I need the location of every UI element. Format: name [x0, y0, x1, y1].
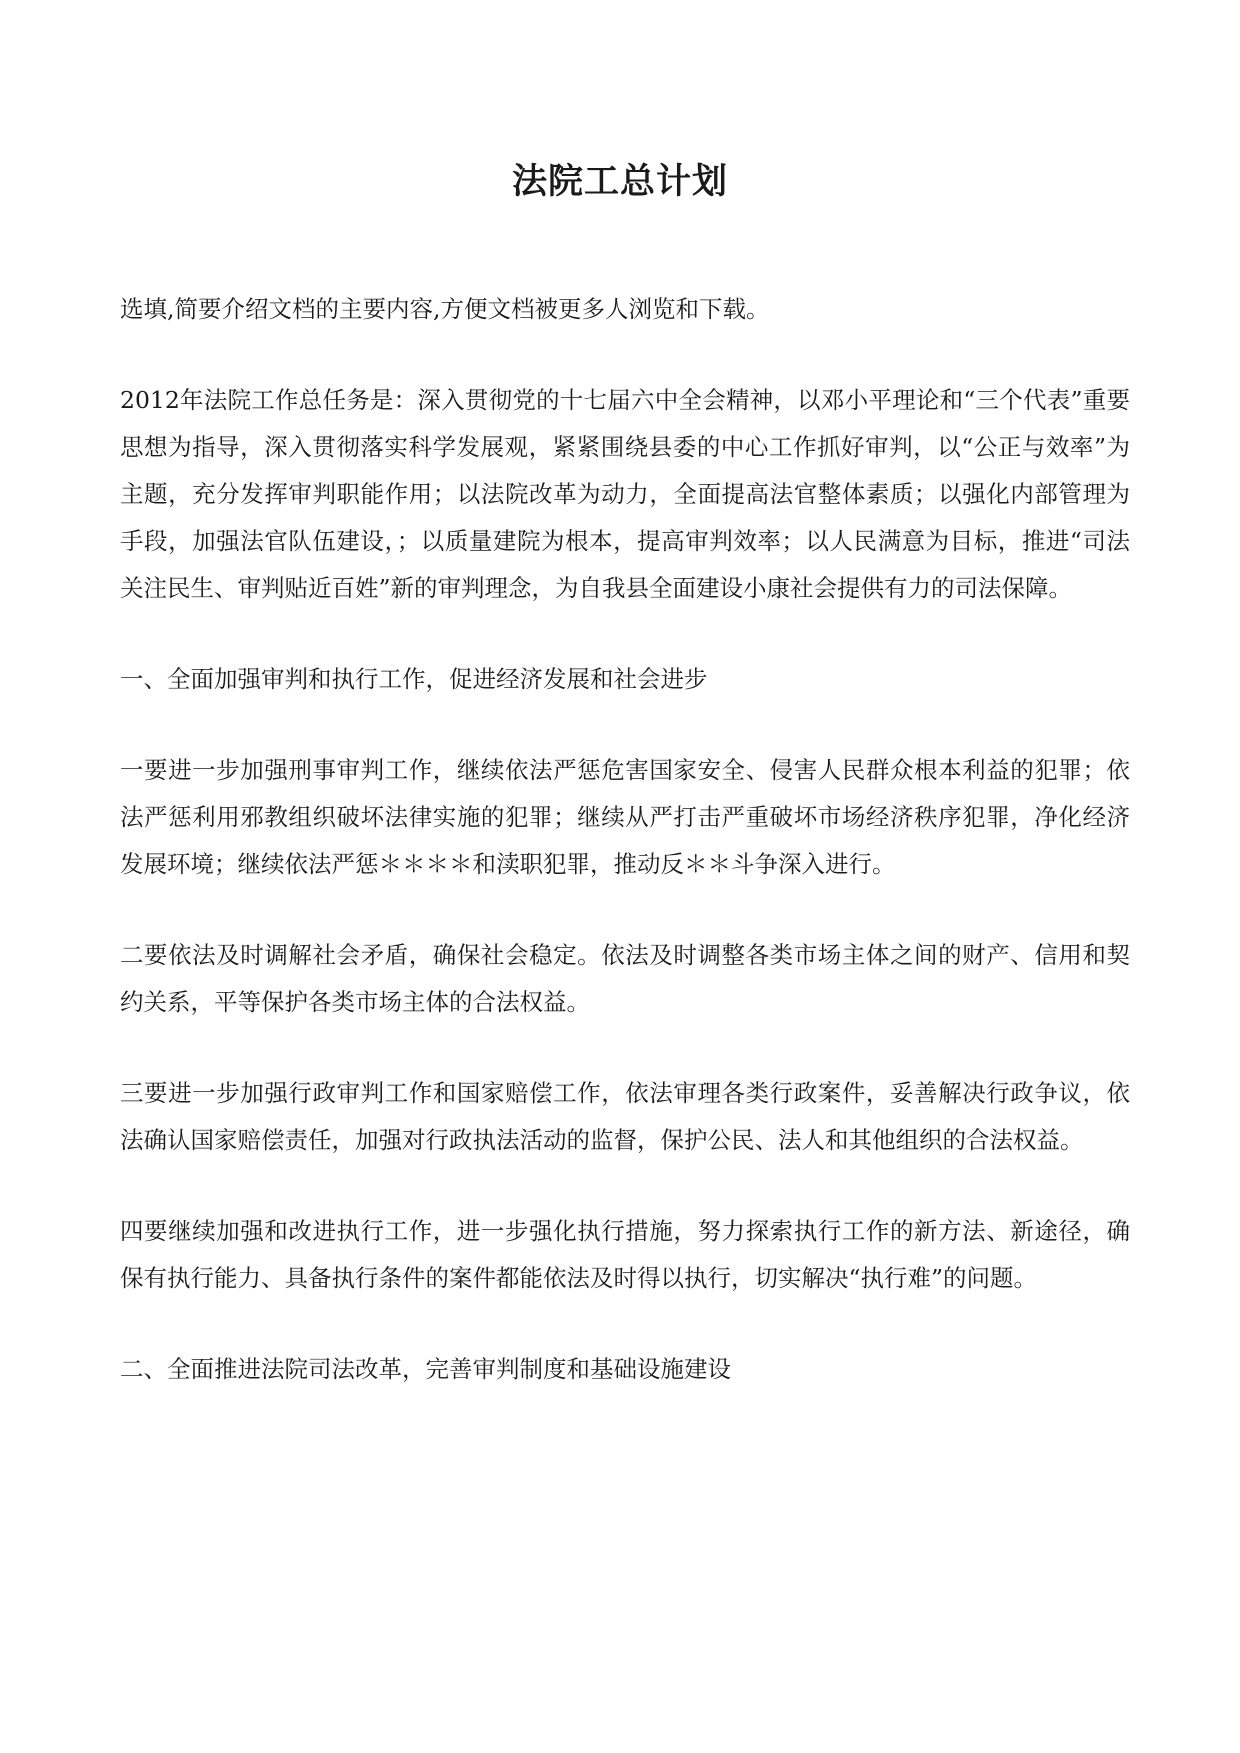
- administrative-trial-paragraph: 三要进一步加强行政审判工作和国家赔偿工作，依法审理各类行政案件，妥善解决行政争议，依法确认国家赔偿责任，加强对行政执法活动的监督，保护公民、法人和其他组织的合法权益。: [120, 1079, 1130, 1154]
- section-heading-1: 一、全面加强审判和执行工作，促进经济发展和社会进步: [120, 665, 708, 693]
- document-body: [120, 286, 1130, 1437]
- mediation-paragraph: 二要依法及时调解社会矛盾，确保社会稳定。依法及时调整各类市场主体之间的财产、信用和契约关系，平等保护各类市场主体的合法权益。: [120, 941, 1130, 1016]
- criminal-trial-paragraph: 一要进一步加强刑事审判工作，继续依法严惩危害国家安全、侵害人民群众根本利益的犯罪；依法严惩利用邪教组织破坏法律实施的犯罪；继续从严打击严重破坏市场经济秩序犯罪，净化经济发展环境；继续依法严惩＊＊＊＊和渎职犯罪，推动反＊＊斗争深入进行。: [120, 756, 1130, 878]
- enforcement-paragraph: 四要继续加强和改进执行工作，进一步强化执行措施，努力探索执行工作的新方法、新途径，确保有执行能力、具备执行条件的案件都能依法及时得以执行，切实解决“执行难”的问题。: [120, 1217, 1130, 1292]
- section-heading-2: 二、全面推进法院司法改革，完善审判制度和基础设施建设: [120, 1355, 731, 1383]
- summary-paragraph: 选填,简要介绍文档的主要内容,方便文档被更多人浏览和下载。: [120, 295, 770, 323]
- document-title: 法院工总计划: [511, 161, 728, 202]
- overall-task-paragraph: 2012年法院工作总任务是：深入贯彻党的十七届六中全会精神，以邓小平理论和“三个代表”重要思想为指导，深入贯彻落实科学发展观，紧紧围绕县委的中心工作抓好审判，以“公正与效率”为主题，充分发挥审判职能作用；以法院改革为动力，全面提高法官整体素质；以强化内部管理为手段，加强法官队伍建设，；以质量建院为根本，提高审判效率；以人民满意为目标，推进“司法关注民生、审判贴近百姓”新的审判理念，为自我县全面建设小康社会提供有力的司法保障。: [120, 386, 1130, 602]
